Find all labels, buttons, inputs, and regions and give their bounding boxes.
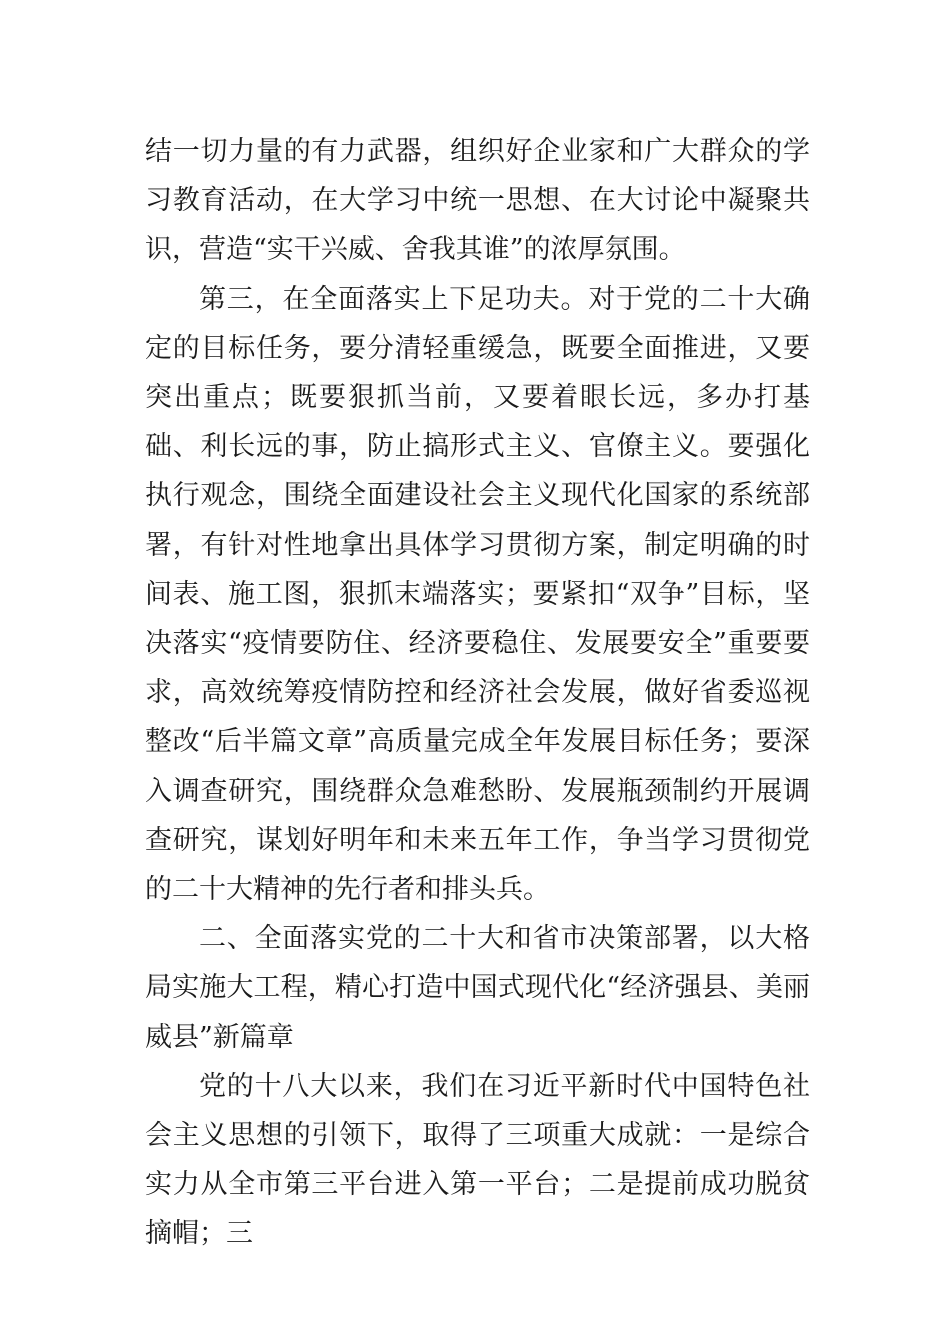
paragraph-continuation: 结一切力量的有力武器，组织好企业家和广大群众的学习教育活动，在大学习中统一思想、在大讨论中凝聚共识，营造“实干兴威、舍我其谁”的浓厚氛围。 xyxy=(145,136,810,266)
paragraph-achievements: 党的十八大以来，我们在习近平新时代中国特色社会主义思想的引领下，取得了三项重大成就：一是综合实力从全市第三平台进入第一平台；二是提前成功脱贫摘帽；三 xyxy=(145,1070,810,1250)
document-body xyxy=(145,127,810,1259)
section-heading-two: 二、全面落实党的二十大和省市决策部署，以大格局实施大工程，精心打造中国式现代化“经济强县、美丽威县”新篇章 xyxy=(145,923,810,1053)
paragraph-third-point: 第三，在全面落实上下足功夫。对于党的二十大确定的目标任务，要分清轻重缓急，既要全面推进，又要突出重点；既要狠抓当前，又要着眼长远，多办打基础、利长远的事，防止搞形式主义、官僚主义。要强化执行观念，围绕全面建设社会主义现代化国家的系统部署，有针对性地拿出具体学习贯彻方案，制定明确的时间表、施工图，狠抓末端落实；要紧扣“双争”目标，坚决落实“疫情要防住、经济要稳住、发展要安全”重要要求，高效统筹疫情防控和经济社会发展，做好省委巡视整改“后半篇文章”高质量完成全年发展目标任务；要深入调查研究，围绕群众急难愁盼、发展瓶颈制约开展调查研究，谋划好明年和未来五年工作，争当学习贯彻党的二十大精神的先行者和排头兵。 xyxy=(145,283,810,906)
